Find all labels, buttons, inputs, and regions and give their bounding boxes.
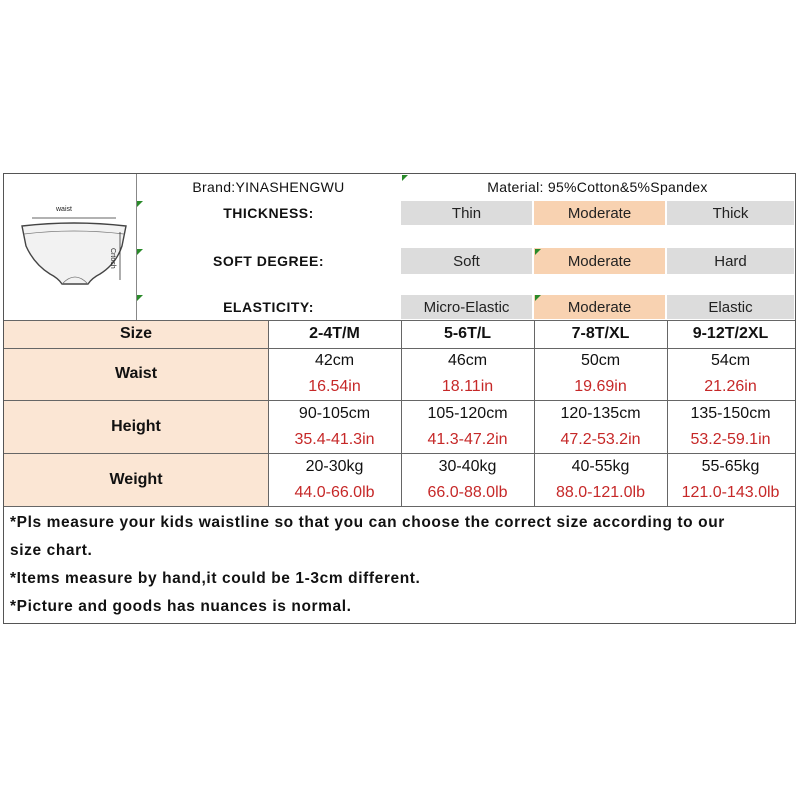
brand-text: [136, 174, 401, 200]
size-chart: [3, 173, 796, 624]
lb-value: 44.0-66.0lb: [294, 483, 375, 501]
cm-value: 120-135cm: [560, 404, 641, 422]
size-header: Size: [4, 320, 268, 348]
material-value: Material: 95%Cotton&5%Spandex: [487, 179, 708, 195]
cm-value: 50cm: [580, 352, 621, 369]
corner-mark-icon: [137, 249, 143, 255]
inch-value: 35.4-41.3in: [294, 430, 375, 448]
soft-option-hard: Hard: [667, 248, 794, 274]
brand-value: Brand:YINASHENGWU: [192, 179, 345, 195]
lb-value: 121.0-143.0lb: [681, 483, 780, 501]
kg-value: 30-40kg: [438, 457, 497, 475]
table-cell: [401, 348, 534, 400]
inch-value: 41.3-47.2in: [427, 430, 508, 448]
corner-mark-icon: [535, 249, 541, 255]
table-cell: [401, 453, 534, 506]
size-col-7-8t: 7-8T/XL: [571, 325, 630, 342]
elasticity-option-elastic: Elastic: [667, 295, 794, 319]
kg-value: 20-30kg: [305, 457, 364, 475]
size-col-2-4t: 2-4T/M: [309, 325, 360, 342]
lb-value: 88.0-121.0lb: [556, 483, 645, 501]
waist-label: waist: [56, 206, 72, 213]
note-line-4: *Picture and goods has nuances is normal.: [10, 598, 352, 615]
table-cell: [534, 453, 667, 506]
divider: [4, 348, 795, 349]
cm-value: 54cm: [710, 352, 751, 369]
note-line-2: size chart.: [10, 542, 93, 559]
soft-option-moderate: Moderate: [534, 248, 665, 274]
elasticity-option-moderate: Moderate: [534, 295, 665, 319]
divider: [4, 453, 795, 454]
divider: [4, 400, 795, 401]
table-cell: [401, 400, 534, 453]
inch-value: 53.2-59.1in: [690, 430, 771, 448]
divider: [401, 320, 402, 506]
thickness-option-moderate: Moderate: [534, 201, 665, 225]
inch-value: 47.2-53.2in: [560, 430, 641, 448]
soft-option-soft: Soft: [401, 248, 532, 274]
note-line-3: *Items measure by hand,it could be 1-3cm different.: [10, 570, 421, 587]
table-cell: [268, 400, 401, 453]
corner-mark-icon: [402, 175, 408, 181]
divider: [534, 320, 535, 506]
corner-mark-icon: [137, 201, 143, 207]
inch-value: 16.54in: [308, 378, 361, 395]
cm-value: 46cm: [447, 352, 488, 369]
lb-value: 66.0-88.0lb: [427, 483, 508, 501]
cm-value: 105-120cm: [427, 404, 508, 422]
note-line-1: *Pls measure your kids waistline so that you can choose the correct size according to our: [10, 514, 725, 531]
corner-mark-icon: [535, 295, 541, 301]
table-cell: [268, 453, 401, 506]
elasticity-label: ELASTICITY:: [223, 299, 314, 315]
corner-mark-icon: [137, 295, 143, 301]
thickness-label: THICKNESS:: [223, 205, 314, 221]
thickness-option-thick: Thick: [667, 201, 794, 225]
table-cell: [534, 348, 667, 400]
size-col-5-6t: 5-6T/L: [443, 325, 492, 342]
material-text: [401, 174, 794, 200]
kg-value: 55-65kg: [701, 457, 760, 475]
cm-value: 90-105cm: [298, 404, 371, 422]
size-col-9-12t: 9-12T/2XL: [692, 325, 769, 342]
row-label-waist: Waist: [4, 348, 268, 400]
kg-value: 40-55kg: [571, 457, 630, 475]
cm-value: 135-150cm: [690, 404, 771, 422]
row-label-height: Height: [4, 400, 268, 453]
crotch-label: Crtoch: [109, 248, 116, 269]
underwear-illustration: [4, 174, 136, 320]
table-cell: [268, 348, 401, 400]
table-cell: [667, 400, 794, 453]
divider: [4, 320, 795, 321]
inch-value: 18.11in: [441, 378, 494, 395]
inch-value: 21.26in: [704, 378, 757, 395]
divider: [136, 174, 137, 320]
divider: [667, 320, 668, 506]
thickness-option-thin: Thin: [401, 201, 532, 225]
divider: [268, 320, 269, 506]
row-label-weight: Weight: [4, 453, 268, 506]
table-cell: [667, 348, 794, 400]
cm-value: 42cm: [314, 352, 355, 369]
inch-value: 19.69in: [574, 378, 627, 395]
divider: [4, 506, 795, 507]
table-cell: [534, 400, 667, 453]
soft-degree-label: SOFT DEGREE:: [212, 253, 324, 269]
elasticity-option-micro-elastic: Micro-Elastic: [401, 295, 532, 319]
underwear-drawing-icon: [4, 174, 136, 320]
table-cell: [667, 453, 794, 506]
